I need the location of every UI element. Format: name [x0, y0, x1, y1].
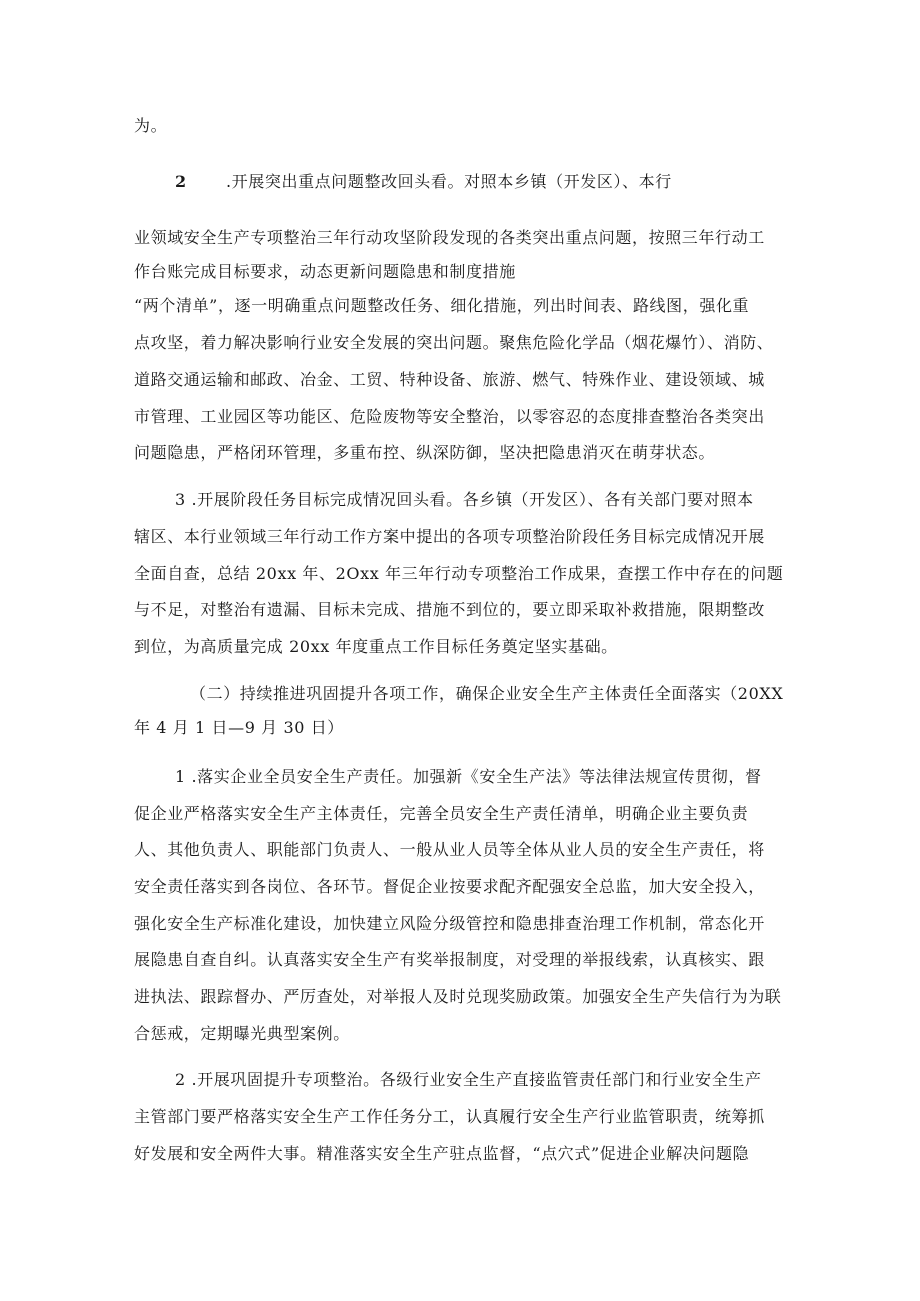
text-line: 安全责任落实到各岗位、各环节。督促企业按要求配齐配强安全总监，加大安全投入， — [134, 877, 765, 896]
section-heading: （二）持续推进巩固提升各项工作，确保企业安全生产主体责任全面落实（20XX — [190, 684, 784, 703]
text-line: 业领域安全生产专项整治三年行动攻坚阶段发现的各类突出重点问题，按照三年行动工 — [134, 228, 765, 247]
text-line: 与不足，对整治有遗漏、目标未完成、措施不到位的，要立即采取补救措施，限期整改 — [134, 600, 765, 619]
text-line: 展隐患自查自纠。认真落实安全生产有奖举报制度，对受理的举报线索，认真核实、跟 — [134, 950, 765, 969]
text-line: “两个清单”，逐一明确重点问题整改任务、细化措施，列出时间表、路线图，强化重 — [134, 296, 750, 315]
text-line: 问题隐患，严格闭环管理，多重布控、纵深防御，坚决把隐患消灭在萌芽状态。 — [134, 443, 716, 462]
text-line: 到位，为高质量完成 20xx 年度重点工作目标任务奠定坚实基础。 — [134, 637, 618, 656]
text-line: 辖区、本行业领域三年行动工作方案中提出的各项专项整治阶段任务目标完成情况开展 — [134, 527, 765, 546]
text-line: 合惩戒，定期曝光典型案例。 — [134, 1024, 350, 1043]
text-line: 主管部门要严格落实安全生产工作任务分工，认真履行安全生产行业监管职责，统筹抓 — [134, 1107, 765, 1126]
text-line: 作台账完成目标要求，动态更新问题隐患和制度措施 — [134, 262, 516, 281]
text-line: 促企业严格落实安全生产主体责任，完善全员安全生产责任清单，明确企业主要负责 — [134, 804, 749, 823]
text-line: 道路交通运输和邮政、冶金、工贸、特种设备、旅游、燃气、特殊作业、建设领域、城 — [134, 370, 765, 389]
text-line: 人、其他负责人、职能部门负责人、一般从业人员等全体从业人员的安全生产责任，将 — [134, 840, 765, 859]
text-line: 1 .落实企业全员安全生产责任。加强新《安全生产法》等法律法规宣传贯彻，督 — [175, 767, 762, 786]
section-heading: 年 4 月 1 日—9 月 30 日） — [134, 718, 344, 737]
text-line: 点攻坚，着力解决影响行业安全发展的突出问题。聚焦危险化学品（烟花爆竹）、消防、 — [134, 333, 774, 352]
text-line: 3 .开展阶段任务目标完成情况回头看。各乡镇（开发区）、各有关部门要对照本 — [175, 490, 754, 509]
text-line: 2 .开展巩固提升专项整治。各级行业安全生产直接监管责任部门和行业安全生产 — [175, 1070, 762, 1089]
item-number: 2 — [175, 172, 187, 191]
text-line: 为。 — [134, 116, 168, 135]
text-line: 强化安全生产标准化建设，加快建立风险分级管控和隐患排查治理工作机制，常态化开 — [134, 914, 765, 933]
text-line: 市管理、工业园区等功能区、危险废物等安全整治，以零容忍的态度排查整治各类突出 — [134, 407, 765, 426]
text-line: 好发展和安全两件大事。精准落实安全生产驻点监督，“点穴式”促进企业解决问题隐 — [134, 1144, 750, 1163]
text-line: .开展突出重点问题整改回头看。对照本乡镇（开发区）、本行 — [226, 172, 672, 191]
text-line: 进执法、跟踪督办、严厉查处，对举报人及时兑现奖励政策。加强安全生产失信行为为联 — [134, 987, 782, 1006]
text-line: 全面自查，总结 20xx 年、2Oxx 年三年行动专项整治工作成果，查摆工作中存在的问题 — [134, 564, 784, 583]
